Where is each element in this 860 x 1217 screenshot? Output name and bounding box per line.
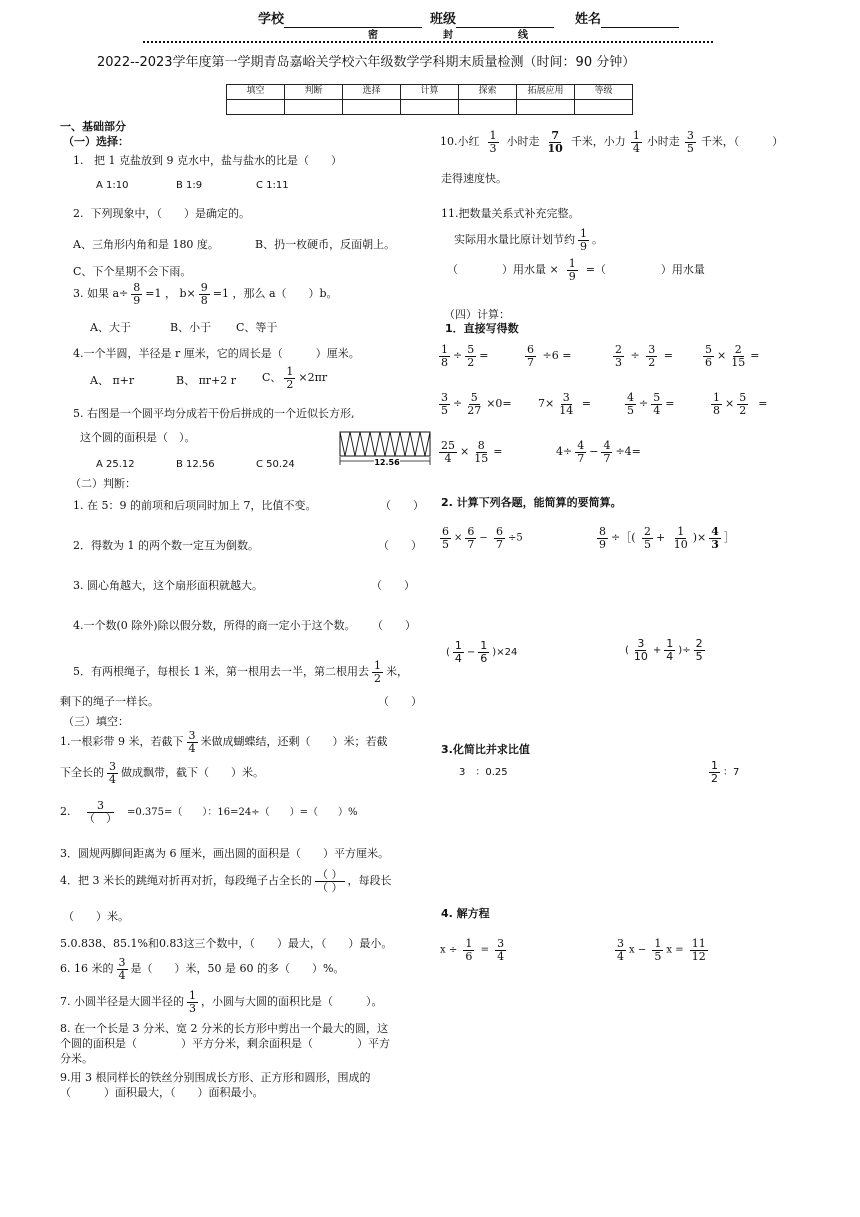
fill-q2: 2. $\frac{3}{( )}$ =0.375=（ ）：16=24÷（ ）=（ ）% (60, 799, 358, 825)
fill-heading: （三）填空： (63, 715, 129, 728)
calc-direct-5: $\frac{3}{5}$ ÷ $\frac{5}{27}$ ×0= (441, 391, 512, 417)
choice-heading: （一）选择： (63, 135, 129, 148)
school-field (258, 12, 422, 28)
score-value-row (227, 100, 633, 115)
approx-rectangle-figure (338, 428, 434, 468)
score-cell[interactable] (227, 100, 285, 115)
choice-q3-option-b: B、小于 (170, 321, 212, 334)
fill-q9-line1: 9.用 3 根同样长的铁丝分别围成长方形、正方形和圆形，围成的 (60, 1071, 371, 1084)
choice-q3-option-a: A、大于 (90, 321, 131, 334)
score-col: 计算 (401, 85, 459, 100)
fill-q6: 6. 16 米的 $\frac{3}{4}$ 是（ ）米，50 是 60 的多（ ）%。 (60, 956, 345, 982)
judge-q2-answer[interactable]: （ ） (378, 539, 422, 552)
part1-heading: 一、基础部分 (60, 120, 126, 133)
choice-q1-option-c: C 1:11 (256, 180, 289, 191)
rectangle-outline (340, 432, 430, 456)
fill-q10: 10.小红 $\frac{1}{3}$ 小时走 $\frac{7}{10}$ 千米，小力 $\frac{1}{4}$ 小时走 $\frac{3}{5}$ 千米，（ ） (440, 129, 784, 155)
class-label: 班级 (430, 12, 457, 27)
fill-q5: 5.0.838、85.1%和0.83̇这三个数中，（ ）最大，（ ）最小。 (60, 937, 393, 950)
fill-q8-line2: 个圆的面积是（ ）平方分米，剩余面积是（ ）平方 (60, 1037, 390, 1050)
calc-direct-9: $\frac{25}{4}$ × $\frac{8}{15}$ = (441, 439, 503, 465)
score-col: 填空 (227, 85, 285, 100)
judge-q3-answer[interactable]: （ ） (371, 579, 415, 592)
calc-sub1-heading: 1．直接写得数 (445, 322, 519, 335)
score-col: 选择 (343, 85, 401, 100)
score-cell[interactable] (517, 100, 575, 115)
score-col: 判断 (285, 85, 343, 100)
fill-q9-line2: （ ）面积最大，（ ）面积最小。 (60, 1086, 264, 1099)
choice-q3-option-c: C、等于 (236, 321, 278, 334)
fill-q1: 1.一根彩带 9 米，若截下 $\frac{3}{4}$ 米做成蝴蝶结，还剩（ ）米；若截 (60, 729, 388, 755)
fill-q11-equation: （ ）用水量 × $\frac{1}{9}$ =（ ）用水量 (447, 257, 705, 283)
fill-q8-line3: 分米。 (60, 1052, 93, 1065)
judge-q5-line2: 剩下的绳子一样长。 (60, 695, 159, 708)
seal-line (143, 41, 713, 43)
seal-char-2: 封 (443, 30, 453, 41)
dimension-label: 12.56 (374, 458, 400, 467)
judge-heading: （二）判断： (70, 477, 136, 490)
fill-q8-line1: 8. 在一个长是 3 分米、宽 2 分米的长方形中剪出一个最大的圆，这 (60, 1022, 388, 1035)
exam-title: 2022--2023学年度第一学期青岛嘉峪关学校六年级数学学科期末质量检测（时间：90 分钟） (97, 55, 636, 70)
judge-q1-answer[interactable]: （ ） (380, 499, 424, 512)
sector-zigzag (340, 432, 430, 456)
seal-char-3: 线 (518, 30, 528, 41)
calc-direct-1: $\frac{1}{8}$ ÷ $\frac{5}{2}$ = (441, 343, 489, 369)
score-header-row (227, 85, 633, 100)
choice-q5-option-c: C 50.24 (256, 459, 295, 470)
fill-q4-line2: （ ）米。 (63, 910, 129, 923)
choice-q4-option-c: C、 $\frac{1}{2}$ ×2πr (262, 365, 328, 391)
calc-sub3-heading: 3.化简比并求比值 (441, 743, 530, 756)
name-blank[interactable] (601, 14, 679, 28)
judge-q2: 2．得数为 1 的两个数一定互为倒数。 (73, 539, 259, 552)
fill-q7: 7. 小圆半径是大圆半径的 $\frac{1}{3}$ ，小圆与大圆的面积比是（ ）。 (60, 989, 383, 1015)
score-table (226, 84, 633, 115)
calc-direct-10: 4÷ $\frac{4}{7}$ − $\frac{4}{7}$ ÷4= (556, 439, 641, 465)
calc-sub2-heading: 2. 计算下列各题，能简算的要简算。 (441, 496, 622, 509)
calc-direct-3: $\frac{2}{3}$ ÷ $\frac{3}{2}$ = (615, 343, 673, 369)
calc-direct-6: 7× $\frac{3}{14}$ = (538, 391, 591, 417)
score-cell[interactable] (459, 100, 517, 115)
judge-q1: 1. 在 5：9 的前项和后项同时加上 7，比值不变。 (73, 499, 317, 512)
school-blank[interactable] (284, 14, 422, 28)
school-label: 学校 (258, 12, 285, 27)
fill-q3: 3．圆规两脚间距离为 6 厘米，画出圆的面积是（ ）平方厘米。 (60, 847, 389, 860)
choice-q4-option-a: A、 π+r (90, 374, 135, 387)
calc-heading: （四）计算： (444, 308, 510, 321)
choice-q3: 3. 如果 a÷ $\frac{8}{9}$ =1 ， b× $\frac{9}{8}$ =1 ，那么 a（ ）b。 (73, 281, 338, 307)
score-cell[interactable] (401, 100, 459, 115)
judge-q4: 4.一个数(0 除外)除以假分数，所得的商一定小于这个数。 (73, 619, 356, 632)
name-label: 姓名 (575, 12, 602, 27)
calc-expr-1: $\frac{6}{5}$ × $\frac{6}{7}$ − $\frac{6}{7}$ ÷5 (442, 525, 523, 551)
fill-q11-relation: 实际用水量比原计划节约 $\frac{1}{9}$ 。 (454, 227, 603, 253)
choice-q5-line2: 这个圆的面积是（ ）。 (80, 431, 196, 444)
judge-q5: 5．有两根绳子，每根长 1 米，第一根用去一半，第二根用去 $\frac{1}{2}$ 米， (73, 659, 408, 685)
name-field (575, 12, 679, 28)
fill-q1-line2: 下全长的 $\frac{3}{4}$ 做成飘带，截下（ ）米。 (60, 760, 264, 786)
calc-expr-4: ( $\frac{3}{10}$ + $\frac{1}{4}$ )÷ $\frac{2}{5}$ (625, 637, 703, 663)
ratio-1: 3 ：0.25 (459, 767, 508, 778)
score-cell[interactable] (343, 100, 401, 115)
fill-q10-line2: 走得速度快。 (441, 172, 507, 185)
calc-sub4-heading: 4. 解方程 (441, 907, 490, 920)
choice-q2-option-c: C、下个星期不会下雨。 (73, 265, 192, 278)
fill-q11: 11.把数量关系式补充完整。 (441, 207, 580, 220)
score-col: 等级 (575, 85, 633, 100)
judge-q4-answer[interactable]: （ ） (372, 619, 416, 632)
choice-q1: 1. 把 1 克盐放到 9 克水中，盐与盐水的比是（ ） (73, 154, 342, 167)
choice-q2-option-b: B、扔一枚硬币，反面朝上。 (255, 238, 396, 251)
equation-2: $\frac{3}{4}$ x − $\frac{1}{5}$ x = $\frac{11}{12}$ (617, 937, 706, 963)
seal-char-1: 密 (368, 30, 378, 41)
class-field (430, 12, 554, 28)
calc-direct-4: $\frac{5}{6}$ × $\frac{2}{15}$ = (705, 343, 760, 369)
choice-q4: 4.一个半圆，半径是 r 厘米，它的周长是（ ）厘米。 (73, 347, 360, 360)
choice-q4-option-b: B、 πr+2 r (176, 374, 237, 387)
choice-q1-option-a: A 1:10 (96, 180, 129, 191)
calc-direct-8: $\frac{1}{8}$ × $\frac{5}{2}$ = (713, 391, 768, 417)
score-cell[interactable] (575, 100, 633, 115)
choice-q5-option-b: B 12.56 (176, 459, 215, 470)
score-col: 拓展应用 (517, 85, 575, 100)
judge-q3: 3. 圆心角越大，这个扇形面积就越大。 (73, 579, 263, 592)
choice-q5: 5. 右图是一个圆平均分成若干份后拼成的一个近似长方形, (73, 407, 355, 420)
choice-q5-option-a: A 25.12 (96, 459, 135, 470)
calc-expr-2: $\frac{8}{9}$ ÷［( $\frac{2}{5}$ + $\frac{1}{10}$ )× $\frac{4}{3}$ ］ (599, 525, 735, 551)
choice-q1-option-b: B 1:9 (176, 180, 203, 191)
calc-direct-7: $\frac{4}{5}$ ÷ $\frac{5}{4}$ = (627, 391, 675, 417)
ratio-2: $\frac{1}{2}$ ：7 (711, 759, 740, 785)
class-blank[interactable] (456, 14, 554, 28)
score-col: 探索 (459, 85, 517, 100)
choice-q2-option-a: A、三角形内角和是 180 度。 (73, 238, 219, 251)
equation-1: x ÷ $\frac{1}{6}$ = $\frac{3}{4}$ (440, 937, 505, 963)
calc-direct-2: $\frac{6}{7}$ ÷6 = (527, 343, 572, 369)
fill-q4: 4．把 3 米长的跳绳对折再对折，每段绳子占全长的 $\frac{( )}{( )}$ ，每段长 (60, 868, 392, 894)
score-cell[interactable] (285, 100, 343, 115)
judge-q5-answer[interactable]: （ ） (378, 695, 422, 708)
choice-q2: 2. 下列现象中，（ ）是确定的。 (73, 207, 250, 220)
calc-expr-3: ( $\frac{1}{4}$ − $\frac{1}{6}$ )×24 (446, 639, 518, 665)
